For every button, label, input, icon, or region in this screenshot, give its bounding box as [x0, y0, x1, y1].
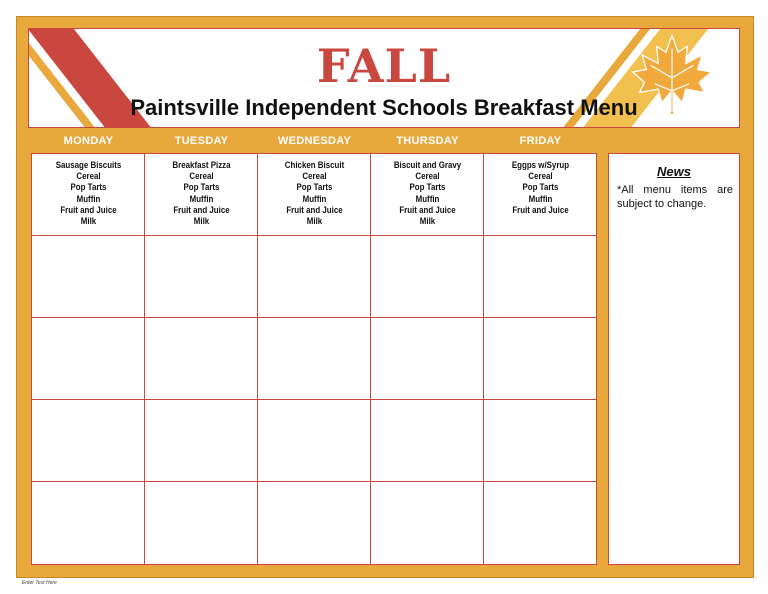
menu-cell-wednesday [258, 160, 371, 227]
menu-cell-monday [32, 160, 145, 227]
menu-item: Muffin [415, 193, 440, 204]
grid-row-divider [32, 399, 596, 400]
menu-cell-friday [484, 160, 597, 216]
menu-item: Fruit and Juice [399, 204, 456, 215]
menu-item: Muffin [302, 193, 327, 204]
news-panel [608, 153, 740, 565]
menu-item: Chicken Biscuit [284, 160, 345, 170]
footer-placeholder-text[interactable]: Enter Text Here [22, 580, 57, 586]
menu-item: Muffin [528, 193, 553, 204]
menu-item: Cereal [302, 171, 327, 182]
menu-item: Cereal [528, 171, 553, 182]
menu-item: Pop Tarts [296, 182, 333, 193]
menu-item: Milk [80, 216, 97, 227]
menu-item: Breakfast Pizza [172, 160, 231, 170]
menu-item: Fruit and Juice [173, 204, 230, 215]
menu-calendar-grid [31, 153, 597, 565]
news-title: News [657, 164, 691, 179]
menu-item: Fruit and Juice [60, 204, 117, 215]
menu-item: Cereal [76, 171, 101, 182]
news-text: *All menu items are subject to change. [617, 184, 733, 210]
menu-item: Pop Tarts [183, 182, 220, 193]
menu-item: Pop Tarts [70, 182, 107, 193]
grid-row-divider [32, 317, 596, 318]
menu-item: Cereal [189, 171, 214, 182]
menu-item: Pop Tarts [522, 182, 559, 193]
menu-item: Milk [193, 216, 210, 227]
day-header-thursday: THURSDAY [396, 135, 459, 147]
menu-item: Fruit and Juice [512, 204, 569, 215]
page-title: Paintsville Independent Schools Breakfast Menu [130, 95, 638, 120]
menu-item: Cereal [415, 171, 440, 182]
menu-item: Muffin [189, 193, 214, 204]
grid-row-divider [32, 481, 596, 482]
day-headers [32, 132, 597, 152]
menu-item: Pop Tarts [409, 182, 446, 193]
day-header-wednesday: WEDNESDAY [277, 135, 352, 147]
menu-cell-thursday [371, 160, 484, 227]
menu-item: Milk [419, 216, 436, 227]
header-banner [28, 28, 740, 128]
maple-leaf-icon [629, 31, 715, 125]
menu-item: Muffin [76, 193, 101, 204]
menu-item: Sausage Biscuits [55, 160, 122, 170]
menu-item: Fruit and Juice [286, 204, 343, 215]
menu-item: Eggps w/Syrup [511, 160, 570, 170]
grid-row-divider [32, 235, 596, 236]
season-title: FALL [316, 39, 452, 93]
menu-item: Biscuit and Gravy [393, 160, 462, 170]
menu-cell-tuesday [145, 160, 258, 227]
day-header-friday: FRIDAY [519, 135, 562, 147]
day-header-monday: MONDAY [63, 135, 114, 147]
menu-item: Milk [306, 216, 323, 227]
day-header-tuesday: TUESDAY [174, 135, 229, 147]
